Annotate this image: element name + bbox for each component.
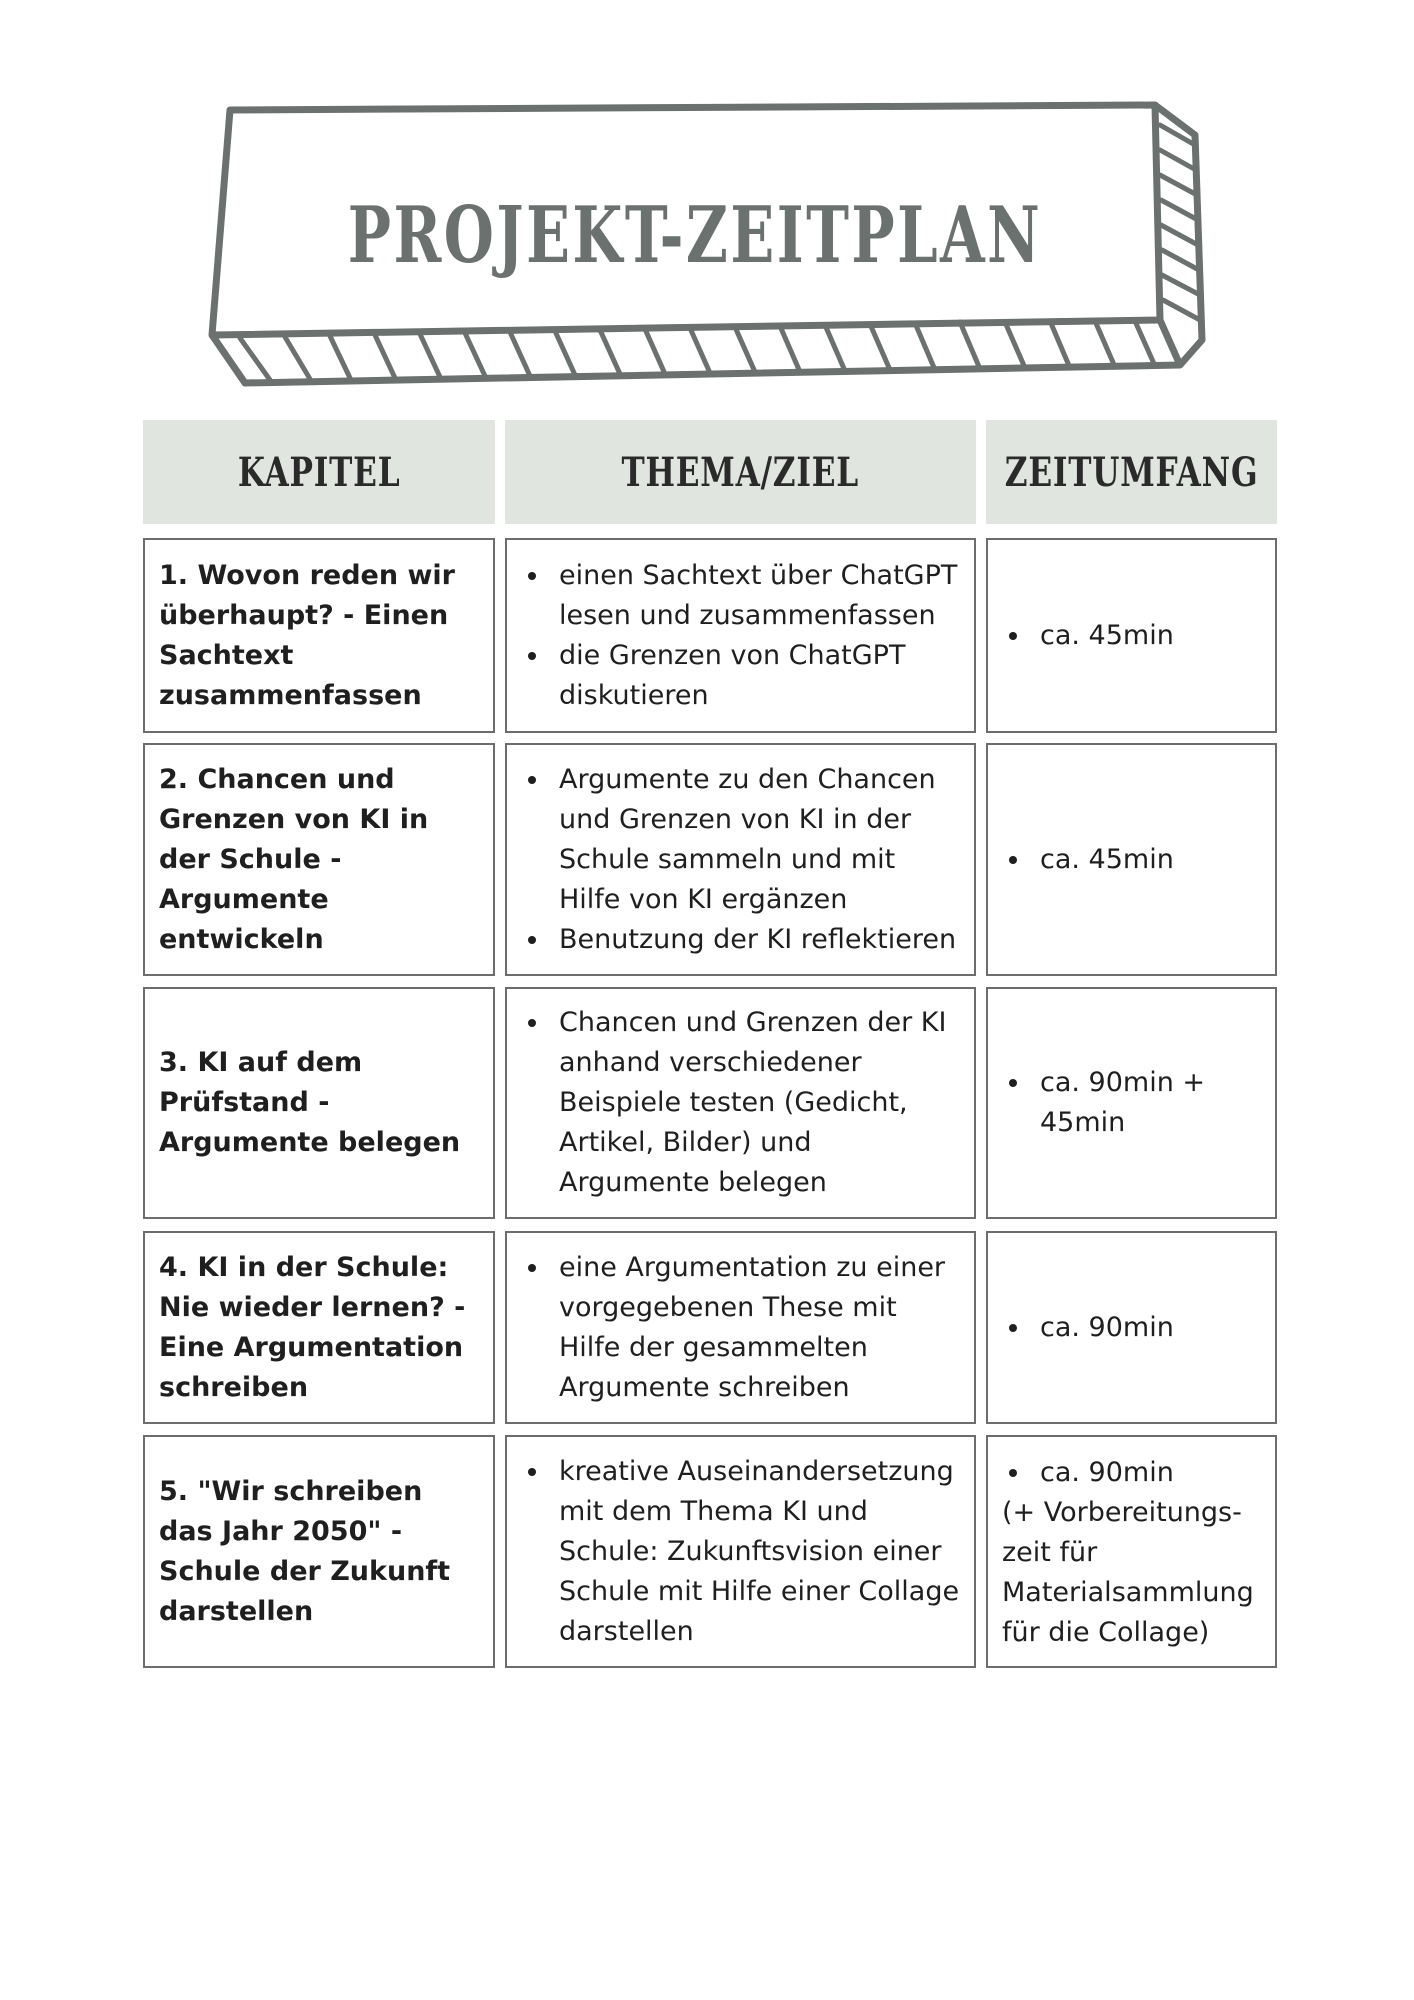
list-item: • einen Sachtext über ChatGPT lesen und zusammenfassen [551,556,960,636]
table-row-2-thema [505,743,976,976]
page-title: PROJEKT-ZEITPLAN [347,189,1043,281]
title-banner [200,95,1230,405]
zeit-note: (+ Vorbereitungs-zeit für Materialsammlung für die Collage) [1002,1497,1254,1648]
table-row-2-zeit [986,743,1277,976]
table-row-5-zeit [986,1435,1277,1668]
table-row-4-zeit [986,1231,1277,1424]
list-item: • ca. 90min [1032,1308,1174,1348]
table-row-4-thema [505,1231,976,1424]
table-row-3-thema [505,987,976,1219]
table-row-5-kapitel: 5. "Wir schreiben das Jahr 2050" - Schule der Zukunft darstellen [143,1435,495,1668]
table-row-3-zeit [986,987,1277,1219]
table-row-1-kapitel: 1. Wovon reden wir überhaupt? - Einen Sachtext zusammenfassen [143,538,495,733]
table-row-1-thema [505,538,976,733]
list-item: • Chancen und Grenzen der KI anhand verschiedener Beispiele testen (Gedicht, Artikel, Bilder) und Argumente belegen [551,1003,960,1203]
list-item: • kreative Auseinandersetzung mit dem Thema KI und Schule: Zukunftsvision einer Schule mit Hilfe einer Collage darstellen [551,1452,960,1652]
table-row-1-zeit [986,538,1277,733]
list-item: • ca. 90min [1032,1453,1261,1493]
list-item: • ca. 45min [1032,840,1174,880]
table-row-5-thema [505,1435,976,1668]
list-item: • die Grenzen von ChatGPT diskutieren [551,636,960,716]
column-header-zeitumfang: ZEITUMFANG [986,420,1277,524]
table-row-3-kapitel: 3. KI auf dem Prüfstand - Argumente belegen [143,987,495,1219]
list-item: • ca. 45min [1032,616,1174,656]
list-item: • Benutzung der KI reflektieren [551,920,960,960]
list-item: • ca. 90min + 45min [1032,1063,1261,1143]
table-row-2-kapitel: 2. Chancen und Grenzen von KI in der Schule - Argumente entwickeln [143,743,495,976]
column-header-kapitel: KAPITEL [143,420,495,524]
list-item: • Argumente zu den Chancen und Grenzen von KI in der Schule sammeln und mit Hilfe von KI ergänzen [551,760,960,920]
list-item: • eine Argumentation zu einer vorgegebenen These mit Hilfe der gesammelten Argumente schreiben [551,1248,960,1408]
column-header-thema: THEMA/ZIEL [505,420,976,524]
table-row-4-kapitel: 4. KI in der Schule: Nie wieder lernen? - Eine Argumentation schreiben [143,1231,495,1424]
